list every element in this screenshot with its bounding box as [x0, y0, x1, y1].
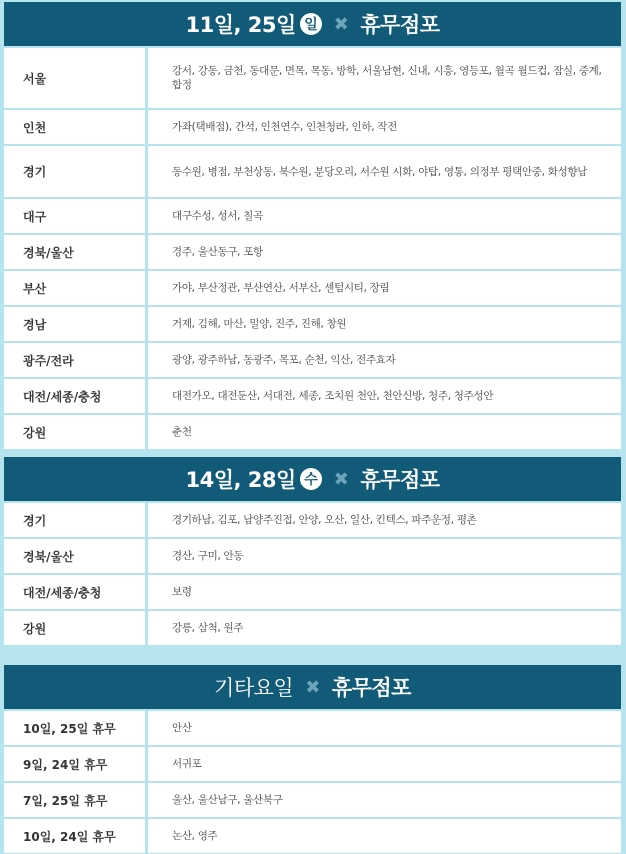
section-header	[4, 457, 621, 501]
store-list: 가야, 부산정관, 부산연산, 서부산, 센텀시티, 장림	[148, 271, 621, 305]
region-label: 인천	[4, 110, 145, 144]
closure-days-label: 7일, 25일 휴무	[4, 783, 145, 817]
x-mark-icon: ✖	[333, 468, 349, 490]
store-list: 서귀포	[148, 747, 621, 781]
table-row	[4, 819, 621, 853]
region-label: 대전/세종/충청	[4, 379, 145, 413]
closed-stores-label: 휴무점포	[360, 468, 440, 492]
closure-days-label: 10일, 25일 휴무	[4, 711, 145, 745]
store-list: 안산	[148, 711, 621, 745]
table-row	[4, 146, 621, 197]
section-header	[4, 665, 621, 709]
closure-days-label: 10일, 24일 휴무	[4, 819, 145, 853]
store-list: 논산, 영주	[148, 819, 621, 853]
region-label: 광주/전라	[4, 343, 145, 377]
store-list: 경산, 구미, 안동	[148, 539, 621, 573]
region-label: 부산	[4, 271, 145, 305]
table-row	[4, 379, 621, 413]
table-row	[4, 343, 621, 377]
store-list: 강서, 강동, 금천, 동대문, 면목, 목동, 방학, 서울남현, 신내, 시흥, 영등포, 월곡 월드컵, 잠실, 중계, 합정	[148, 48, 621, 108]
store-list: 춘천	[148, 415, 621, 449]
region-label: 대구	[4, 199, 145, 233]
table-row	[4, 711, 621, 745]
section-header	[4, 2, 621, 46]
day-badge: 수	[300, 468, 322, 490]
region-label: 대전/세종/충청	[4, 575, 145, 609]
section-sunday	[4, 2, 621, 449]
region-label: 경남	[4, 307, 145, 341]
section-other-days	[4, 665, 621, 853]
store-list: 경기하남, 김포, 남양주진접, 안양, 오산, 일산, 킨텍스, 파주운정, 평촌	[148, 503, 621, 537]
region-label: 경기	[4, 503, 145, 537]
section-title: 기타요일	[214, 676, 294, 700]
table-row	[4, 747, 621, 781]
region-label: 경기	[4, 146, 145, 197]
table-row	[4, 575, 621, 609]
store-list: 동수원, 병점, 부천상동, 북수원, 분당오리, 서수원 시화, 야탑, 영통, 의정부 평택안중, 화성향남	[148, 146, 621, 197]
table-row	[4, 235, 621, 269]
table-row	[4, 199, 621, 233]
table-row	[4, 415, 621, 449]
region-label: 서울	[4, 48, 145, 108]
table-row	[4, 110, 621, 144]
table-row	[4, 611, 621, 645]
table-row	[4, 307, 621, 341]
section-title: 14일, 28일	[185, 468, 296, 492]
section-wednesday	[4, 457, 621, 645]
store-list: 강릉, 삼척, 원주	[148, 611, 621, 645]
x-mark-icon: ✖	[333, 13, 349, 35]
store-list: 광양, 광주하남, 동광주, 목포, 순천, 익산, 전주효자	[148, 343, 621, 377]
table-row	[4, 539, 621, 573]
store-list: 거제, 김해, 마산, 밀양, 진주, 진해, 창원	[148, 307, 621, 341]
closed-stores-label: 휴무점포	[360, 13, 440, 37]
store-list: 경주, 울산동구, 포항	[148, 235, 621, 269]
section-title: 11일, 25일	[185, 13, 296, 37]
day-badge: 일	[300, 13, 322, 35]
closure-days-label: 9일, 24일 휴무	[4, 747, 145, 781]
region-label: 강원	[4, 415, 145, 449]
closed-stores-label: 휴무점포	[331, 676, 411, 700]
table-row	[4, 48, 621, 108]
table-row	[4, 503, 621, 537]
region-label: 경북/울산	[4, 539, 145, 573]
store-list: 가좌(택배점), 간석, 인천연수, 인천청라, 인하, 작전	[148, 110, 621, 144]
store-list: 대구수성, 성서, 칠곡	[148, 199, 621, 233]
store-list: 울산, 울산남구, 울산북구	[148, 783, 621, 817]
region-label: 경북/울산	[4, 235, 145, 269]
store-list: 보령	[148, 575, 621, 609]
region-label: 강원	[4, 611, 145, 645]
table-row	[4, 783, 621, 817]
table-row	[4, 271, 621, 305]
x-mark-icon: ✖	[305, 676, 320, 698]
store-list: 대전가오, 대전둔산, 서대전, 세종, 조치원 천안, 천안신방, 청주, 청주성안	[148, 379, 621, 413]
